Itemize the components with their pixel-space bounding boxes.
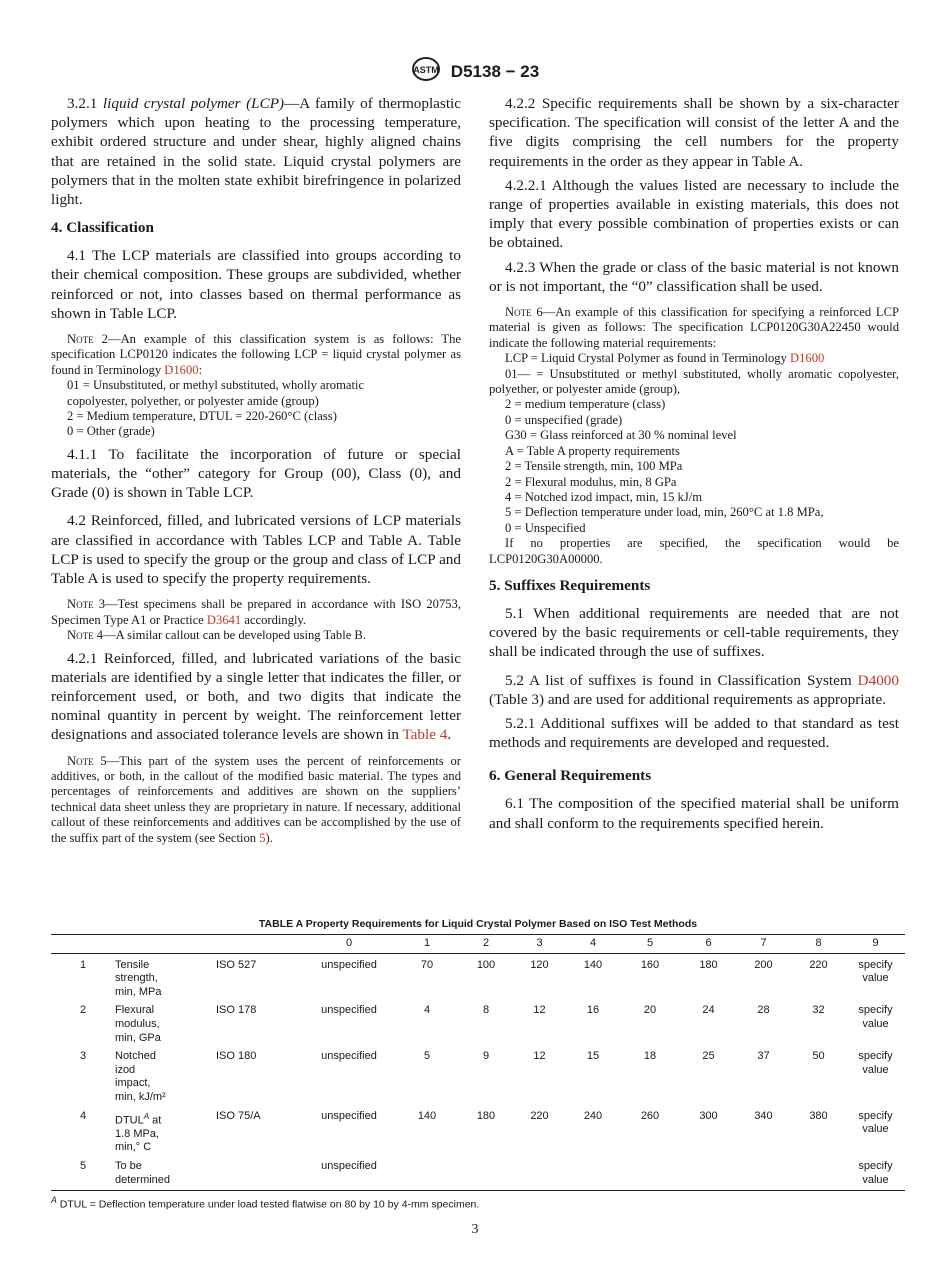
note-6-line: 5 = Deflection temperature under load, min, 260°C at 1.8 MPa, [505,505,824,520]
link-d3641[interactable]: D3641 [206,612,242,627]
table-row [51,999,905,1045]
paragraph-4-2-2-1: 4.2.2.1 Although the values listed are necessary to include the range of properties available in existing materials, this does not imply that every possible combination of properties exists or can be obtained. [489,176,899,252]
method-cell: ISO 527 [216,958,257,971]
link-d1600[interactable]: D1600 [164,362,199,377]
value-cell: 260 [640,1109,660,1122]
value-cell: 120 [530,958,549,971]
value-cell: specify value [858,1004,893,1030]
row-number: 1 [79,958,87,971]
value-cell: 340 [754,1109,773,1122]
property-table [51,934,905,1191]
section-6-title: 6. General Requirements [489,767,652,785]
value-cell: 12 [533,1004,546,1017]
value-cell: 220 [530,1109,549,1122]
paragraph-4-2-1: 4.2.1 Reinforced, filled, and lubricated variations of the basic materials are identified by a single letter that indicates the filler, or reinforcement used, or both, and two digits that indicate the nominal quantity in percent by weight. The reinforcement letter designations and associated tolerance levels are shown in Table 4. [51,649,461,744]
note-6-line: A = Table A property requirements [505,443,680,458]
paragraph-3-2-1: 3.2.1 liquid crystal polymer (LCP)—A family of thermoplastic polymers which upon heating to the processing temperature, exhibit ordered structure and under shear, highly aligned chains that are retained in the solid state. Liquid crystal polymers are polymers that in the molten state exhibit birefringence in polarized light. [51,95,461,209]
method-cell: ISO 180 [216,1050,257,1063]
value-cell [791,1155,846,1191]
value-cell: 37 [757,1050,770,1063]
link-d1600[interactable]: D1600 [790,351,825,366]
paragraph-6-1: 6.1 The composition of the specified material shall be uniform and shall conform to the requirements specified herein. [489,795,899,832]
method-cell [216,1155,304,1191]
value-cell: 24 [702,1004,715,1017]
value-cell [619,1155,681,1191]
value-cell: 160 [640,958,660,971]
property-cell: Flexural modulus, min, GPa [115,1004,161,1044]
value-cell [460,1155,512,1191]
table-row [51,1155,905,1191]
table-header-row [51,935,905,954]
method-cell: ISO 178 [216,1004,257,1017]
value-cell [567,1155,619,1191]
value-cell [394,1155,460,1191]
row-number: 3 [79,1050,87,1063]
value-cell: 140 [417,1109,437,1122]
row-number: 4 [79,1109,87,1122]
value-cell: 12 [533,1050,546,1063]
value-cell: 70 [420,958,434,971]
value-cell: specify value [858,1109,893,1136]
note-6-end: If no properties are specified, the specification would be LCP0120G30A00000. [489,536,899,566]
note-6: Note 6—An example of this classification for specifying a reinforced LCP material is given as follows: The specification LCP0120G30A22450 would indicate the following material requirements: [489,305,899,350]
header-cell: 0 [304,935,394,954]
value-cell: unspecified [304,1155,394,1191]
value-cell: 200 [754,958,773,971]
table-row [51,1105,905,1155]
note-2-line: 0 = Other (grade) [67,424,155,439]
value-cell: 5 [423,1050,431,1063]
value-cell: 380 [809,1109,828,1122]
table-footnote: $^A$ DTUL = Deflection temperature under load tested flatwise on 80 by 10 by 4-mm specimen. [51,1195,480,1211]
note-2-line: 01 = Unsubstituted, or methyl substituted, wholly aromatic [67,378,365,393]
value-cell: 25 [702,1050,715,1063]
value-cell: 240 [583,1109,603,1122]
note-6-line: 2 = medium temperature (class) [505,397,666,412]
value-cell: unspecified [321,1109,377,1122]
value-cell: unspecified [321,1004,377,1017]
table-row [51,953,905,999]
note-6-line: 2 = Flexural modulus, min, 8 GPa [505,474,677,489]
value-cell: 4 [423,1004,431,1017]
paragraph-4-1-1: 4.1.1 To facilitate the incorporation of future or special materials, the “other” category for Group (00), Class (0), and Grade (0) is shown in Table LCP. [51,445,461,502]
note-3: Note 3—Test specimens shall be prepared in accordance with ISO 20753, Specimen Type A1 or Practice D3641 accordingly. [51,597,461,627]
right-column [489,94,899,833]
note-6-line: LCP = Liquid Crystal Polymer as found in Terminology D1600 [505,351,825,366]
row-number: 5 [51,1155,115,1191]
note-6-line: 0 = unspecified (grade) [505,412,623,427]
value-cell: specify value [858,958,893,985]
row-number: 2 [79,1004,87,1017]
value-cell: specify value [858,1050,893,1076]
section-4-title: 4. Classification [51,219,154,237]
paragraph-4-2: 4.2 Reinforced, filled, and lubricated versions of LCP materials are classified in accordance with Tables LCP and Table A. Table LCP is used to specify the group or the group and class of LCP and Table A is used to specify the property requirements. [51,512,461,588]
note-6-line: 0 = Unspecified [505,520,586,535]
paragraph-5-2-1: 5.2.1 Additional suffixes will be added to that standard as test methods and requirements are developed and requested. [489,714,899,752]
paragraph-4-1: 4.1 The LCP materials are classified into groups according to their chemical composition. These groups are subdivided, whether reinforced or not, into classes based on thermal performance as shown in Table LCP. [51,247,461,322]
value-cell: 50 [812,1050,825,1063]
note-6-line: 4 = Notched izod impact, min, 15 kJ/m [505,489,703,504]
note-4: Note 4—A similar callout can be developed using Table B. [67,628,366,643]
table-a [51,918,905,1211]
note-6-line: 01— = Unsubstituted or methyl substituted, wholly aromatic copolyester, polyether, or polyester amide (group), [489,366,899,397]
header-cell: 7 [736,935,791,954]
page-header [0,56,950,87]
page-number: 3 [471,1222,479,1237]
left-column [51,94,461,846]
property-cell: To be determined [115,1155,216,1191]
property-cell: $DTUL^A$ at 1.8 MPa, min,° C [115,1111,162,1154]
link-d4000[interactable]: D4000 [857,671,899,689]
paragraph-4-2-3: 4.2.3 When the grade or class of the basic material is not known or is not important, the “0” classification shall be used. [489,258,899,295]
value-cell: 100 [476,958,496,971]
note-2-line: 2 = Medium temperature, DTUL = 220-260°C (class) [67,409,337,424]
header-cell: 2 [460,935,512,954]
note-5: Note 5—This part of the system uses the percent of reinforcements or additives, or both, in the callout of the modified basic material. The types and percentages of reinforcements and additives are shown on the suppliers’ technical data sheet unless they are proprietary in nature. If necessary, additional callout of these reinforcements and additives can be accomplished by the use of the suffix part of the system (see Section 5). [51,753,461,845]
link-table-4[interactable]: Table 4 [402,726,448,744]
value-cell: 300 [699,1109,718,1122]
table-row [51,1045,905,1104]
value-cell: 8 [482,1004,490,1017]
value-cell: 15 [586,1050,600,1063]
property-cell: Notched izod impact, min, kJ/m² [115,1050,166,1103]
value-cell: 9 [482,1050,490,1063]
header-cell: 1 [394,935,460,954]
note-6-line: 2 = Tensile strength, min, 100 MPa [505,459,683,474]
property-cell: Tensile strength, min, MPa [115,958,162,998]
document-id: D5138 − 23 [450,61,540,81]
note-2-line: copolyester, polyether, or polyester amide (group) [67,393,319,408]
value-cell: unspecified [321,1050,377,1063]
value-cell: 18 [643,1050,657,1063]
header-cell: 3 [512,935,567,954]
method-cell: ISO 75/A [216,1109,261,1122]
value-cell: 32 [812,1004,825,1017]
value-cell: 28 [757,1004,770,1017]
header-cell: 8 [791,935,846,954]
paragraph-5-1: 5.1 When additional requirements are needed that are not covered by the basic requirements or cell-table requirements, they shall be indicated through the use of suffixes. [489,604,899,661]
section-5-title: 5. Suffixes Requirements [489,576,651,594]
value-cell [681,1155,736,1191]
link-section-5[interactable]: 5 [259,830,266,845]
astm-logo-icon [411,56,441,87]
header-cell: 4 [567,935,619,954]
value-cell: unspecified [321,958,377,971]
paragraph-5-2: 5.2 A list of suffixes is found in Classification System D4000 (Table 3) and are used for additional requirements as appropriate. [489,671,899,708]
value-cell [736,1155,791,1191]
header-cell: 9 [846,935,905,954]
value-cell [512,1155,567,1191]
header-cell: 5 [619,935,681,954]
paragraph-4-2-2: 4.2.2 Specific requirements shall be shown by a six-character specification. The specification will consist of the letter A and the five digits comprising the cell numbers for the property requirements in the order as they appear in Table A. [489,95,899,170]
table-caption: TABLE A Property Requirements for Liquid Crystal Polymer Based on ISO Test Methods [258,918,698,930]
value-cell: 180 [699,958,718,971]
value-cell: 16 [586,1004,600,1017]
svg-text:ASTM: ASTM [413,65,439,75]
note-6-line: G30 = Glass reinforced at 30 % nominal level [505,428,737,443]
value-cell: 20 [643,1004,657,1017]
value-cell: 180 [476,1109,496,1122]
header-cell: 6 [681,935,736,954]
note-2: Note 2—An example of this classification system is as follows: The specification LCP0120 indicates the following LCP = liquid crystal polymer as found in Terminology D1600: [51,332,461,377]
value-cell: 140 [583,958,603,971]
value-cell: 220 [809,958,828,971]
value-cell: specify value [846,1155,905,1191]
